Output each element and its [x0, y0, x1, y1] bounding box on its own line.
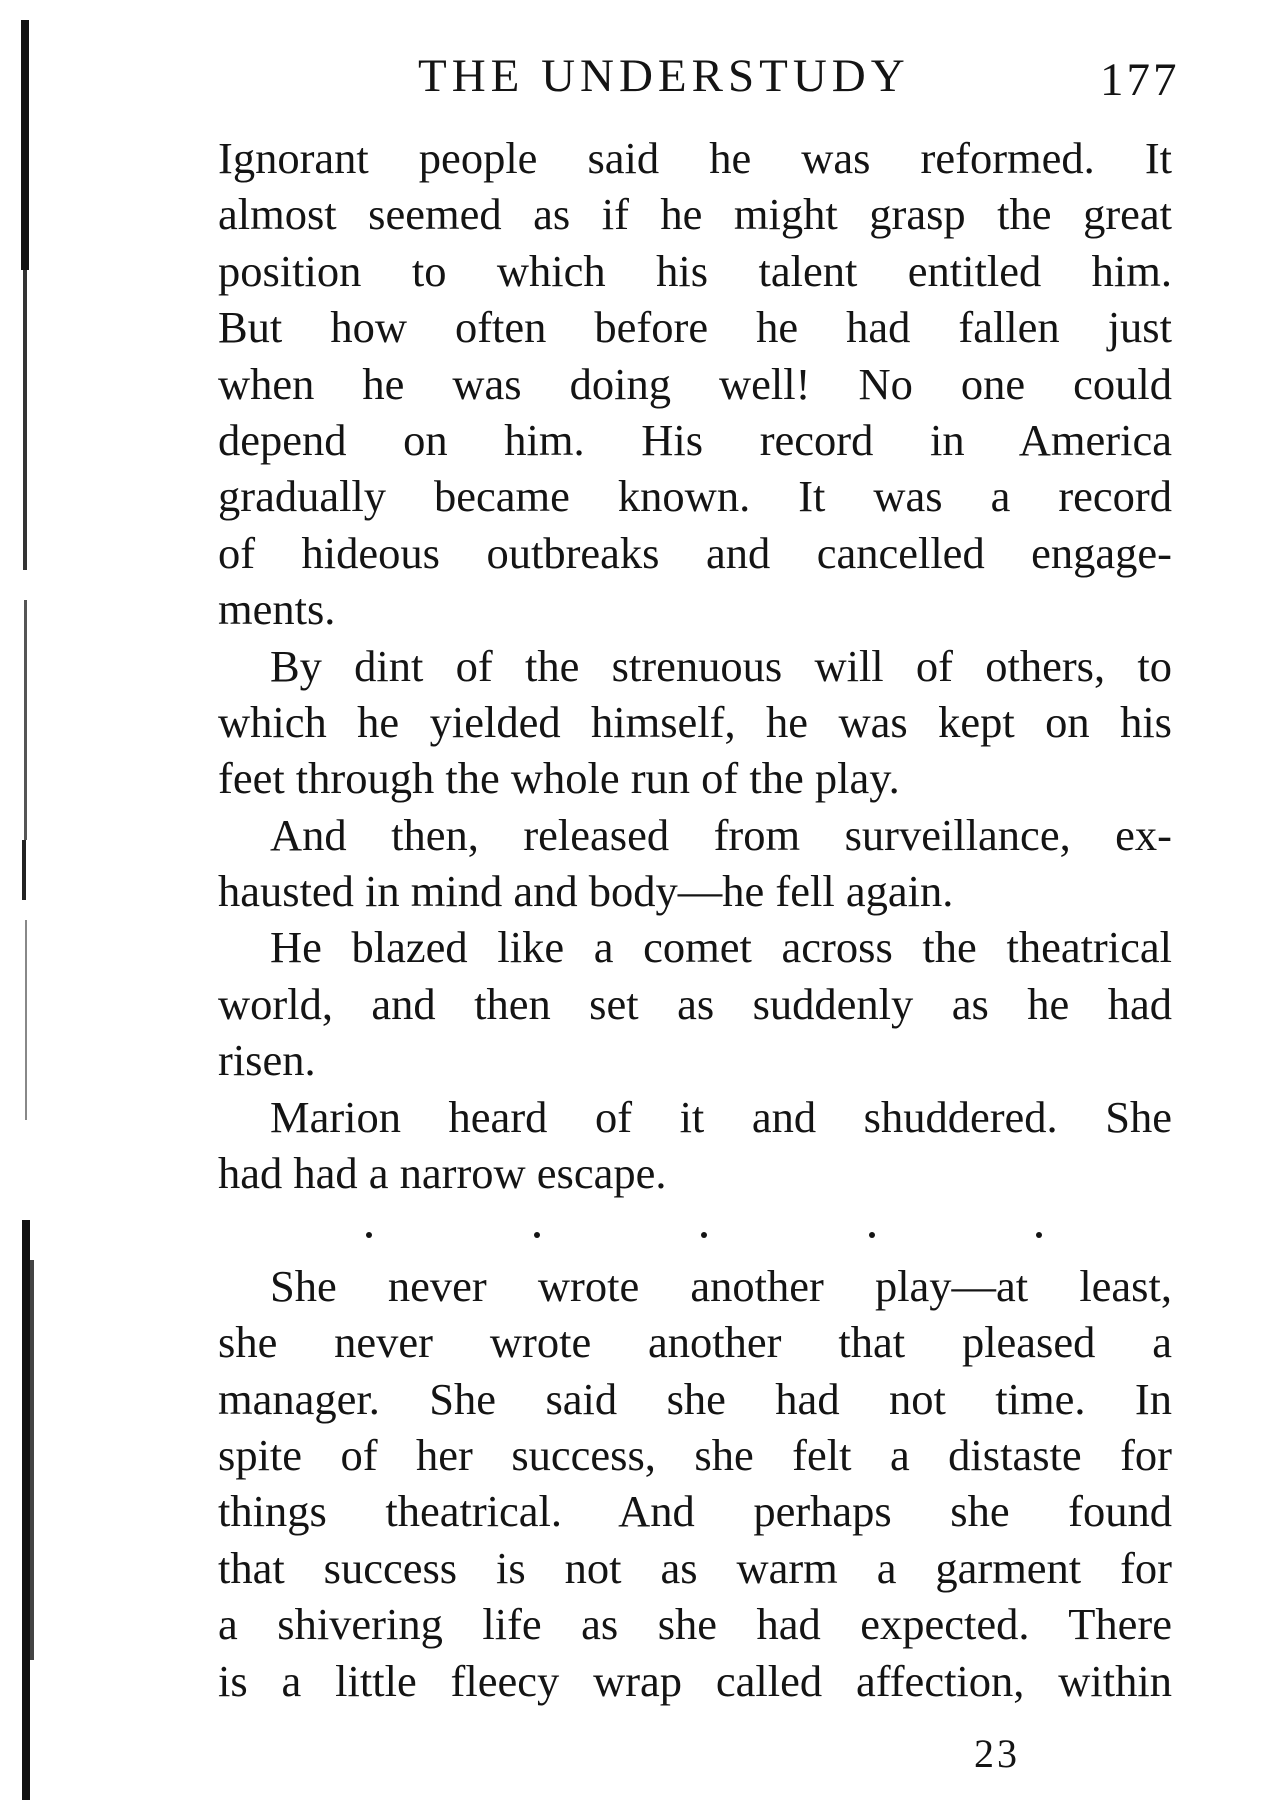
text-line: She never wrote another play—at least, [270, 1260, 1172, 1311]
running-head [0, 46, 1275, 106]
text-line: almost seemed as if he might grasp the great [218, 189, 1172, 240]
text-line: depend on him. His record in America [218, 414, 1172, 465]
section-break-dot [701, 1232, 707, 1238]
text-line: By dint of the strenuous will of others, to [270, 640, 1172, 691]
text-line: gradually became known. It was a record [218, 471, 1172, 522]
text-line: He blazed like a comet across the theatrical [270, 922, 1172, 973]
section-break-dot [366, 1232, 372, 1238]
text-line: things theatrical. And perhaps she found [218, 1486, 1172, 1537]
text-line: feet through the whole run of the play. [218, 753, 900, 804]
text-line: is a little fleecy wrap called affection, within [218, 1655, 1172, 1706]
signature-mark: 23 [974, 1731, 1020, 1776]
text-line: hausted in mind and body—he fell again. [218, 866, 954, 917]
text-line: world, and then set as suddenly as he had [218, 978, 1172, 1029]
text-line: which he yielded himself, he was kept on his [218, 696, 1172, 747]
body-text [218, 130, 1172, 1709]
text-line: ments. [218, 584, 336, 635]
text-line: of hideous outbreaks and cancelled engage- [218, 527, 1172, 578]
text-line: spite of her success, she felt a distaste for [218, 1429, 1172, 1480]
text-line: And then, released from surveillance, ex- [270, 809, 1172, 860]
text-line: risen. [218, 1035, 316, 1086]
text-line: Marion heard of it and shuddered. She [270, 1091, 1172, 1142]
running-title: THE UNDERSTUDY [418, 50, 910, 102]
text-line: had had a narrow escape. [218, 1148, 667, 1199]
text-line: But how often before he had fallen just [218, 302, 1172, 353]
text-line: Ignorant people said he was reformed. It [218, 133, 1172, 183]
section-break-dot [534, 1232, 540, 1238]
text-line: manager. She said she had not time. In [218, 1373, 1172, 1424]
section-break-dot [1036, 1232, 1042, 1238]
text-line: position to which his talent entitled him. [218, 245, 1172, 296]
binding-shadow [16, 20, 38, 1800]
text-line: a shivering life as she had expected. There [218, 1599, 1172, 1650]
text-line: she never wrote another that pleased a [218, 1317, 1172, 1368]
section-break-dot [869, 1232, 875, 1238]
section-break [218, 1201, 1172, 1257]
page-number: 177 [1100, 54, 1180, 106]
text-line: that success is not as warm a garment for [218, 1542, 1172, 1593]
text-line: when he was doing well! No one could [218, 358, 1172, 409]
